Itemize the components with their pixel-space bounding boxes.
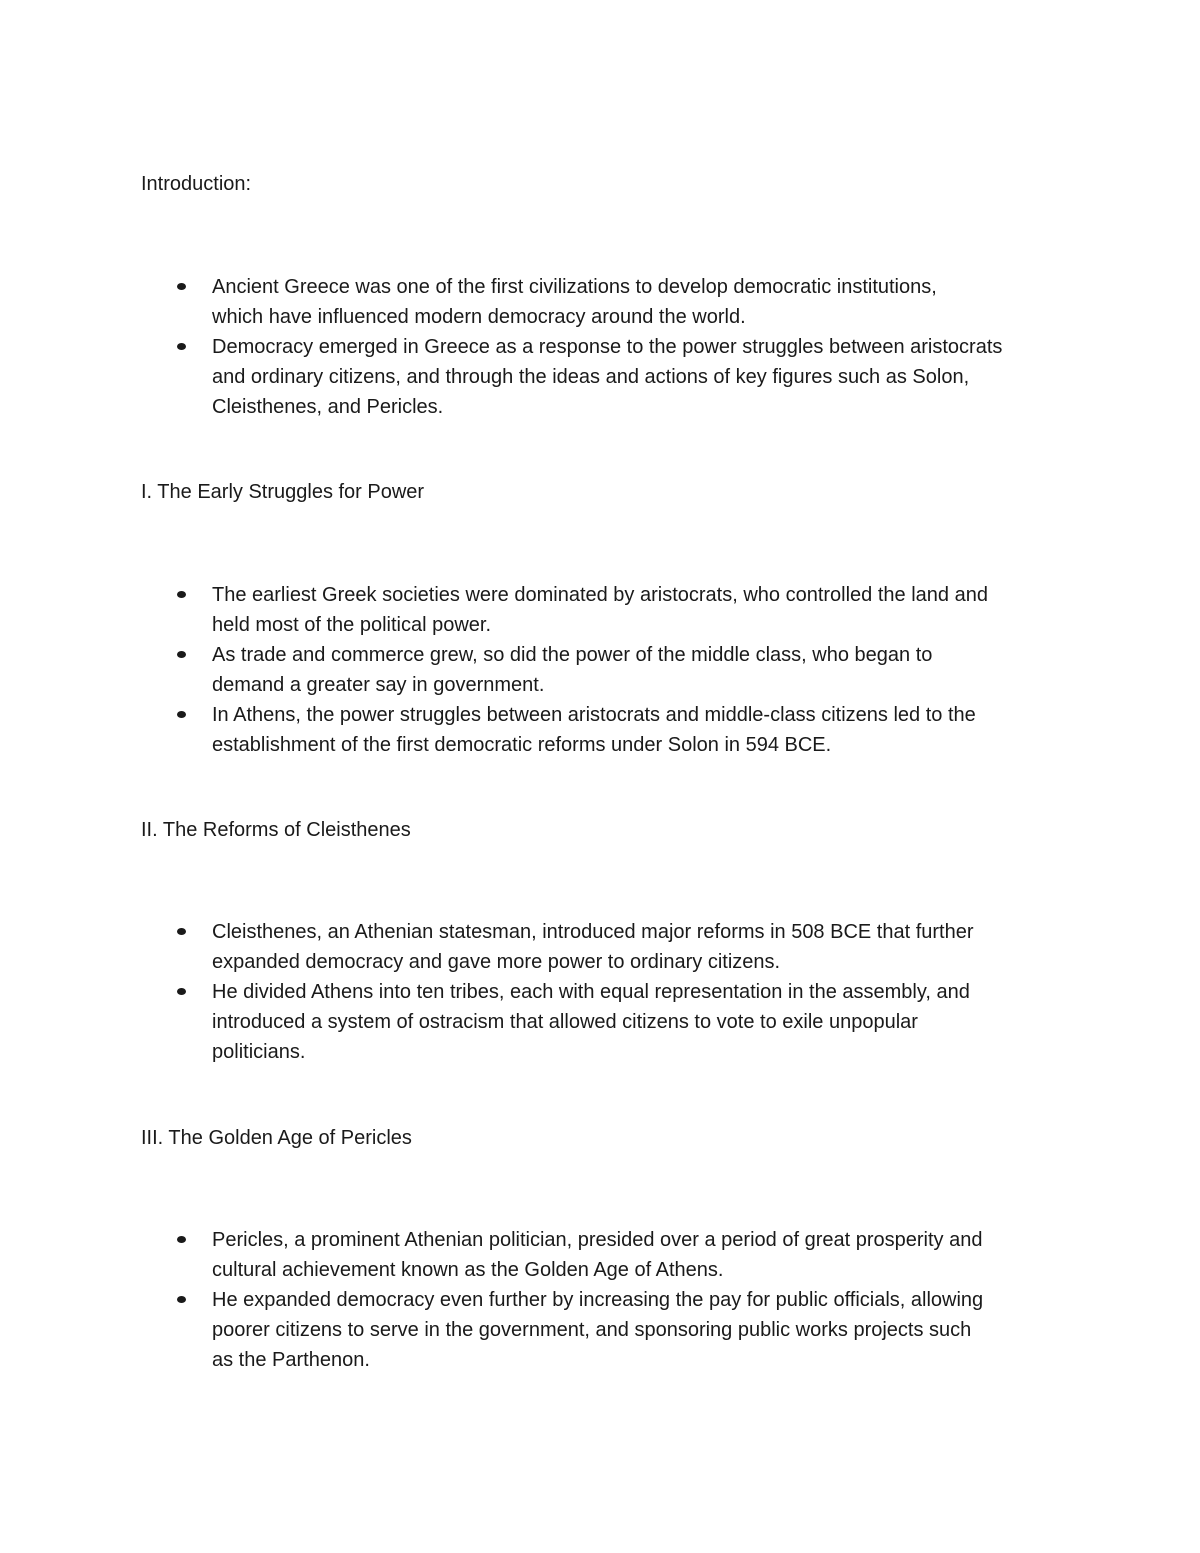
bullet-icon bbox=[177, 651, 186, 658]
bullet-icon bbox=[177, 1236, 186, 1243]
list-item: Cleisthenes, an Athenian statesman, introduced major reforms in 508 BCE that further expanded democracy and gave more power to ordinary citizens. bbox=[176, 917, 1076, 977]
bullet-icon bbox=[177, 283, 186, 290]
bullet-list-early-struggles bbox=[176, 580, 1076, 760]
list-item: He expanded democracy even further by increasing the pay for public officials, allowing poorer citizens to serve in the government, and sponsoring public works projects such as the Parthenon. bbox=[176, 1285, 1076, 1375]
section-heading-cleisthenes: II. The Reforms of Cleisthenes bbox=[141, 819, 411, 841]
list-item: Pericles, a prominent Athenian politician, presided over a period of great prosperity and cultural achievement known as the Golden Age of Athens. bbox=[176, 1225, 1076, 1285]
section-heading-introduction: Introduction: bbox=[141, 173, 252, 195]
bullet-icon bbox=[177, 1296, 186, 1303]
list-item: He divided Athens into ten tribes, each with equal representation in the assembly, and introduced a system of ostracism that allowed citizens to vote to exile unpopular politicians. bbox=[176, 977, 1076, 1067]
section-heading-early-struggles: I. The Early Struggles for Power bbox=[141, 481, 425, 503]
list-item: Ancient Greece was one of the first civilizations to develop democratic institutions, which have influenced modern democracy around the world. bbox=[176, 272, 1076, 332]
list-item: As trade and commerce grew, so did the power of the middle class, who began to demand a greater say in government. bbox=[176, 640, 1076, 700]
list-item: Democracy emerged in Greece as a response to the power struggles between aristocrats and ordinary citizens, and through the ideas and actions of key figures such as Solon, Cleisthenes, and Pericles. bbox=[176, 332, 1076, 422]
bullet-icon bbox=[177, 711, 186, 718]
bullet-icon bbox=[177, 343, 186, 350]
bullet-list-pericles bbox=[176, 1225, 1076, 1375]
list-item: In Athens, the power struggles between aristocrats and middle-class citizens led to the establishment of the first democratic reforms under Solon in 594 BCE. bbox=[176, 700, 1076, 760]
bullet-list-introduction bbox=[176, 272, 1076, 422]
bullet-icon bbox=[177, 591, 186, 598]
bullet-icon bbox=[177, 988, 186, 995]
section-heading-pericles: III. The Golden Age of Pericles bbox=[141, 1127, 412, 1149]
bullet-icon bbox=[177, 928, 186, 935]
bullet-list-cleisthenes bbox=[176, 917, 1076, 1067]
list-item: The earliest Greek societies were dominated by aristocrats, who controlled the land and held most of the political power. bbox=[176, 580, 1076, 640]
